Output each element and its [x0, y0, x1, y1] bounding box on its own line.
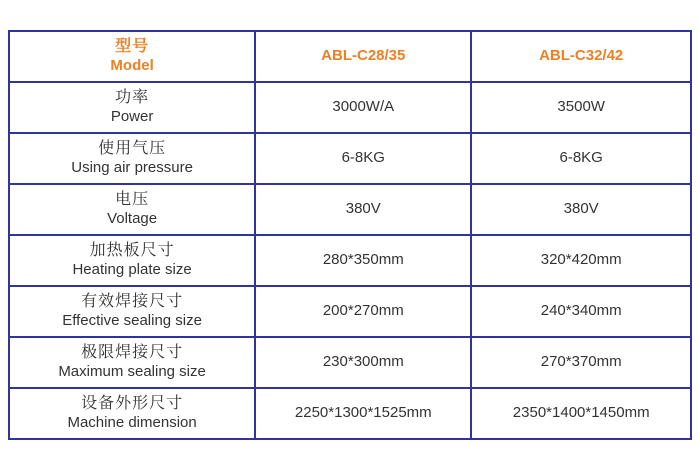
- spec-label-cell: [9, 286, 255, 337]
- spec-value-cell: [471, 82, 691, 133]
- cell-text: 2250*1300*1525mm: [294, 404, 432, 422]
- spec-value-cell: [471, 286, 691, 337]
- spec-label-cell: [9, 235, 255, 286]
- cell-text: 240*340mm: [540, 302, 622, 320]
- label-en: Machine dimension: [67, 414, 197, 432]
- model-name-cell: [255, 31, 471, 82]
- spec-value-cell: [471, 235, 691, 286]
- cell-text: 280*350mm: [322, 251, 404, 269]
- model-header-label-cell: [9, 31, 255, 82]
- label-zh: 功率: [115, 89, 150, 107]
- cell-text: 3500W: [557, 98, 605, 116]
- spec-value-cell: [255, 184, 471, 235]
- cell-text: 380V: [345, 200, 381, 218]
- spec-label-cell: [9, 337, 255, 388]
- spec-value-cell: [255, 337, 471, 388]
- table-row: [9, 235, 691, 286]
- spec-value-cell: [471, 388, 691, 439]
- spec-value-cell: [255, 286, 471, 337]
- spec-value-cell: [471, 184, 691, 235]
- spec-label-cell: [9, 388, 255, 439]
- spec-table: [8, 30, 692, 440]
- label-en: Effective sealing size: [62, 312, 202, 330]
- cell-text: 270*370mm: [540, 353, 622, 371]
- cell-text: 3000W/A: [332, 98, 395, 116]
- spec-value-cell: [471, 133, 691, 184]
- table-row: [9, 133, 691, 184]
- spec-table-body: [9, 31, 691, 439]
- label-en: Maximum sealing size: [58, 363, 206, 381]
- spec-value-cell: [255, 82, 471, 133]
- spec-value-cell: [255, 388, 471, 439]
- spec-value-cell: [255, 133, 471, 184]
- label-en: Heating plate size: [72, 261, 192, 279]
- label-en: Using air pressure: [71, 159, 193, 177]
- cell-text: 380V: [563, 200, 599, 218]
- label-zh: 使用气压: [98, 140, 167, 158]
- cell-text: 6-8KG: [559, 149, 603, 167]
- table-header-row: [9, 31, 691, 82]
- table-row: [9, 337, 691, 388]
- label-zh: 电压: [115, 191, 150, 209]
- label-en: Model: [110, 57, 154, 75]
- cell-text: 230*300mm: [322, 353, 404, 371]
- cell-text: 200*270mm: [322, 302, 404, 320]
- spec-label-cell: [9, 82, 255, 133]
- spec-value-cell: [255, 235, 471, 286]
- cell-text: ABL-C28/35: [321, 47, 406, 65]
- label-zh: 极限焊接尺寸: [81, 344, 184, 362]
- table-row: [9, 82, 691, 133]
- cell-text: 6-8KG: [341, 149, 385, 167]
- cell-text: 320*420mm: [540, 251, 622, 269]
- label-en: Power: [110, 108, 154, 126]
- cell-text: 2350*1400*1450mm: [512, 404, 650, 422]
- table-row: [9, 388, 691, 439]
- model-name-cell: [471, 31, 691, 82]
- label-en: Voltage: [107, 210, 158, 228]
- label-zh: 有效焊接尺寸: [81, 293, 184, 311]
- spec-value-cell: [471, 337, 691, 388]
- spec-label-cell: [9, 184, 255, 235]
- label-zh: 加热板尺寸: [89, 242, 175, 260]
- table-row: [9, 184, 691, 235]
- spec-label-cell: [9, 133, 255, 184]
- cell-text: ABL-C32/42: [539, 47, 624, 65]
- label-zh: 设备外形尺寸: [81, 395, 184, 413]
- table-row: [9, 286, 691, 337]
- label-zh: 型号: [115, 38, 150, 56]
